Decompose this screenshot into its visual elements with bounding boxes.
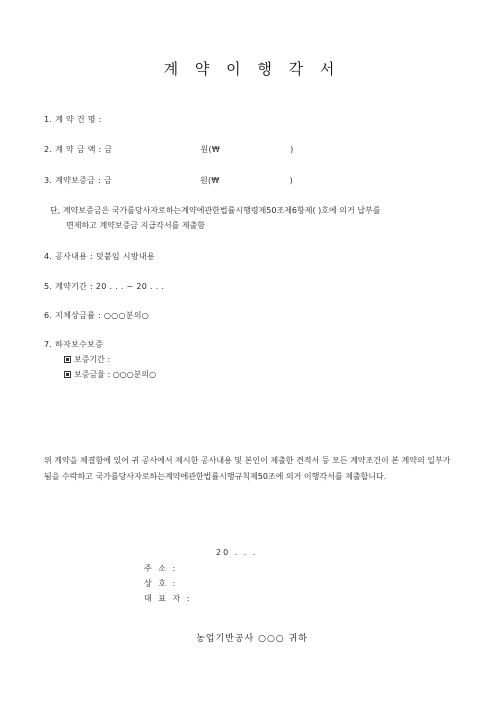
deposit-won: 원(₩ — [199, 176, 220, 185]
signature-representative-label: 대 표 자 : — [144, 594, 192, 603]
checkbox-icon — [64, 371, 71, 378]
late-penalty-line: 6. 지체상금률 : ○○○분의○ — [44, 311, 150, 320]
contract-name-line: 1. 계 약 건 명 : — [44, 115, 102, 124]
period-line: 5. 계약기간 : 20 . . . ~ 20 . . . — [44, 282, 165, 291]
note-line-2: 면제하고 계약보증금 지급각서를 제출함 — [66, 221, 206, 230]
signature-company-label: 상 호 : — [144, 579, 178, 588]
contract-amount-won: 원(₩ — [200, 145, 221, 154]
contract-amount-label: 2. 계 약 금 액 : 금 — [44, 145, 113, 154]
warranty-period-line — [64, 354, 110, 365]
signature-date: 20 . . . — [216, 548, 258, 557]
deposit-label: 3. 계약보증금 : 금 — [44, 176, 112, 185]
note-line-1: 단, 계약보증금은 국가를당사자로하는계약에관한법률시행령제50조제6항제( )호에 의거 납부를 — [50, 206, 381, 215]
deposit-close: ) — [289, 176, 294, 185]
warranty-line: 7. 하자보수보증 — [44, 340, 104, 349]
addressee-footer: 농업기반공사 ○○○ 귀하 — [196, 634, 308, 644]
warranty-rate-line — [64, 369, 156, 380]
contract-amount-line — [44, 144, 294, 155]
document-title: 계 약 이 행 각 서 — [163, 60, 341, 78]
warranty-period-label: 보증기간 : — [74, 355, 111, 364]
checkbox-icon — [64, 356, 71, 363]
commitment-paragraph: 위 계약을 체결함에 있어 귀 공사에서 제시한 공사내용 및 본인이 제출한 견적서 등 모든 계약조건이 본 계약의 일부가 됨을 수락하고 국가를당사자로하는계약에관한법률시행규칙제50조에 의거 이행각서를 제출합니다. — [44, 456, 451, 481]
work-content-line: 4. 공사내용 : 덧붙임 시방내용 — [44, 252, 155, 261]
warranty-rate-label: 보증금율 : ○○○분의○ — [74, 370, 157, 379]
contract-amount-close: ) — [290, 145, 294, 154]
signature-address-label: 주 소 : — [144, 564, 178, 573]
deposit-line — [44, 175, 293, 186]
